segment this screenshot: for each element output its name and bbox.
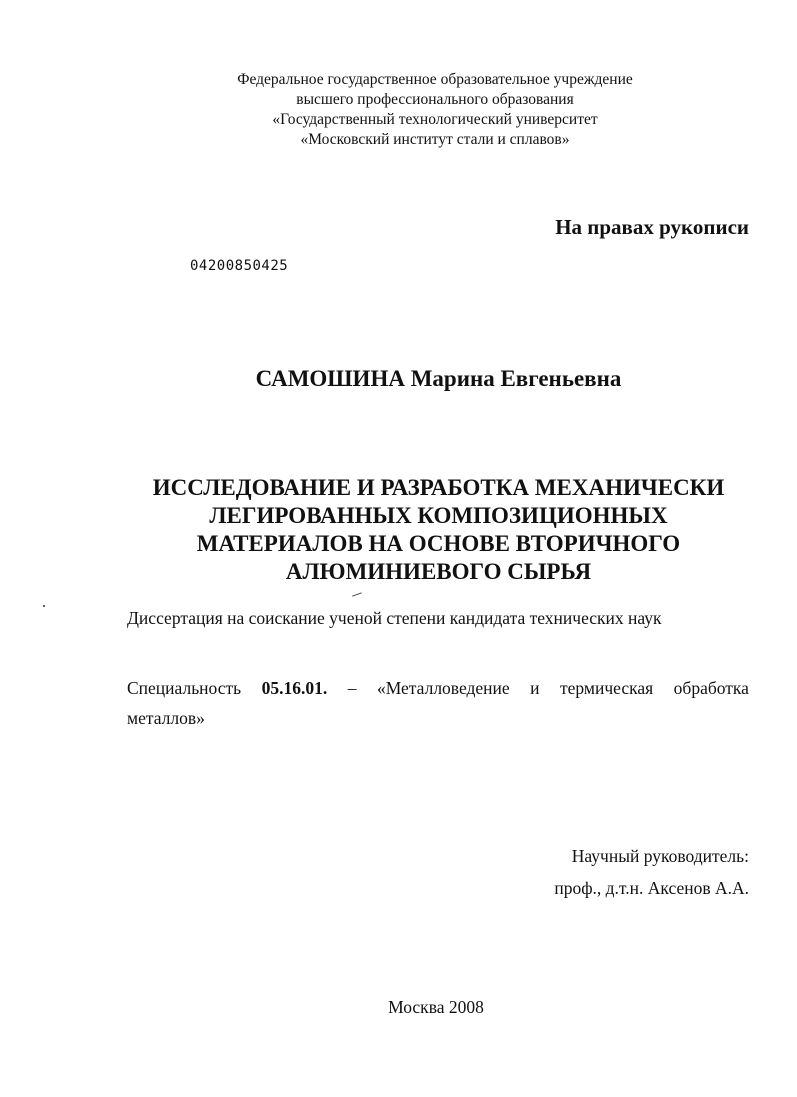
- title-line: АЛЮМИНИЕВОГО СЫРЬЯ: [285, 559, 592, 584]
- institution-line: высшего профессионального образования: [296, 91, 574, 108]
- dissertation-title: [100, 474, 777, 586]
- specialty-label: Специальность: [127, 678, 242, 698]
- supervisor-name: проф., д.т.н. Аксенов А.А.: [554, 878, 749, 898]
- document-number: 04200850425: [190, 258, 289, 274]
- title-line: МАТЕРИАЛОВ НА ОСНОВЕ ВТОРИЧНОГО: [196, 531, 681, 556]
- institution-line: Федеральное государственное образовательное учреждение: [237, 71, 633, 88]
- institution-line: «Государственный технологический университет: [272, 111, 598, 128]
- degree-statement: Диссертация на соискание ученой степени кандидата технических наук: [127, 608, 662, 628]
- supervisor-block: [554, 840, 749, 904]
- specialty-word: обработка: [673, 678, 749, 698]
- scan-dot: [43, 605, 45, 607]
- specialty-code: 05.16.01.: [261, 678, 328, 698]
- title-line: ЛЕГИРОВАННЫХ КОМПОЗИЦИОННЫХ: [209, 503, 668, 528]
- institution-header: [150, 70, 720, 150]
- rights-notice: На правах рукописи: [555, 215, 749, 239]
- title-line: ИССЛЕДОВАНИЕ И РАЗРАБОТКА МЕХАНИЧЕСКИ: [152, 475, 725, 500]
- city-year: Москва 2008: [388, 997, 484, 1017]
- scan-mark: [352, 592, 362, 596]
- specialty-word: «Металловедение: [376, 678, 510, 698]
- specialty-dash: –: [347, 678, 357, 698]
- specialty-block: [127, 673, 749, 733]
- specialty-word: термическая: [560, 678, 654, 698]
- specialty-word: и: [530, 678, 540, 698]
- specialty-name-continued: металлов»: [127, 708, 205, 728]
- supervisor-label: Научный руководитель:: [571, 846, 749, 866]
- author-name: САМОШИНА Марина Евгеньевна: [255, 366, 622, 391]
- specialty-line: [127, 673, 749, 703]
- institution-line: «Московский институт стали и сплавов»: [300, 131, 570, 148]
